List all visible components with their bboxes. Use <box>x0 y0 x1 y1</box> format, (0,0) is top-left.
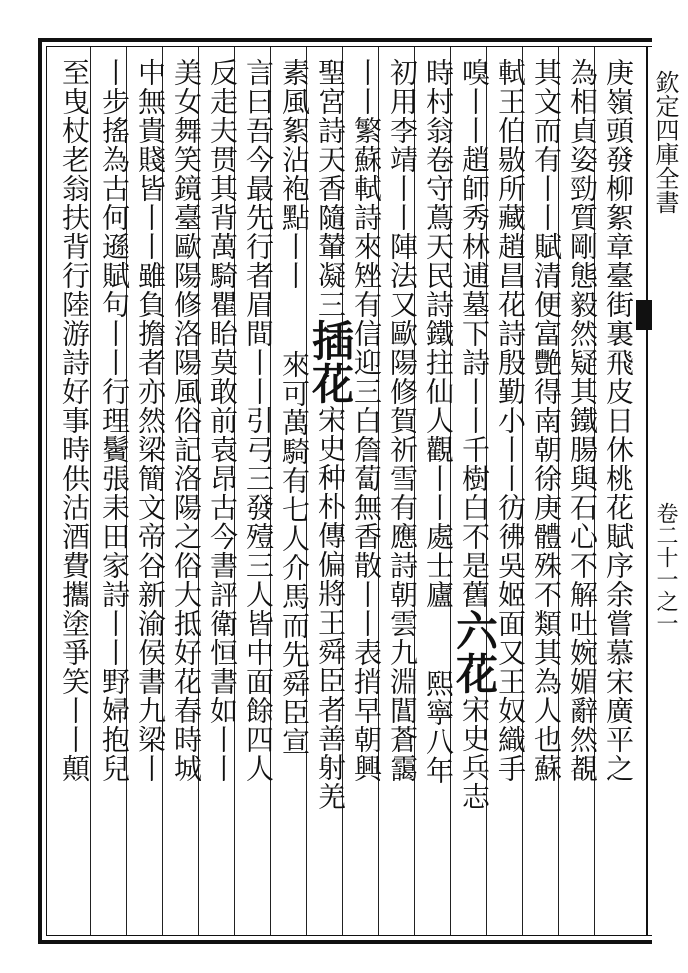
text-column-1: 庚嶺頭發柳絮章臺街裏飛皮日休桃花賦序余嘗慕宋廣平之 <box>602 58 635 783</box>
text-column-11: 言曰吾今最先行者眉間丨丨引弓三發殪三人皆中面餘四人 <box>242 58 275 783</box>
text-column-12: 反走夫贯其背萬騎瞿眙莫敢前袁昂古今書評衛恒書如丨丨 <box>206 58 239 783</box>
text-column-13: 美女舞笑鏡臺歐陽修洛陽風俗記洛陽之俗大抵好花春時城 <box>170 58 203 783</box>
margin-header <box>648 70 682 634</box>
text-column-7: 初用李靖丨丨陣法又歐陽修賀祈雪有應詩朝雲九淵閶蒼靄 <box>386 58 419 783</box>
book-title: 欽定四庫全書 <box>651 70 679 214</box>
text-column-3: 其文而有丨丨賦清便富艷得南朝徐庚體殊不類其為人也蘇 <box>530 58 563 783</box>
entry-heading-liuhua: 六花 <box>450 609 499 695</box>
text-column-4: 軾王伯敭所藏趙昌花詩殷勤小丨丨彷彿吳姬面又王奴織手 <box>494 58 527 783</box>
text-column-10: 素風絮沾袍點丨丨來可萬騎有七人介馬而先舜臣宣 <box>278 58 311 756</box>
text-column-6: 時村翁卷守蔦天民詩鐵拄仙人觀丨丨處士廬熙寧八年 <box>422 58 455 785</box>
text-column-9: 聖宮詩天香隨輦凝三插花宋史种朴傳偏將王舜臣者善射羌 <box>306 58 355 811</box>
text-column-8: 丨丨繁蘇軾詩來矬有信迎三白詹蔔無香散丨丨表捎早朝興 <box>350 58 383 783</box>
text-column-15: 丨步搖為古何遜賦句丨丨行理鬢張耒田家詩丨丨野婦抱兒 <box>98 58 131 783</box>
text-column-2: 為相貞姿勁質剛態毅然疑其鐵腸與石心不解吐婉媚辭然覩 <box>566 58 599 783</box>
text-column-5: 嗅丨丨趙師秀林逋墓下詩丨丨千樹白不是舊六花宋史兵志 <box>450 58 499 811</box>
text-column-14: 中無貴賤皆丨丨雖負擔者亦然梁簡文帝谷新渝侯書九梁丨 <box>134 58 167 783</box>
volume-label: 卷二十一之一 <box>653 502 678 634</box>
entry-heading-chahua: 插花 <box>306 319 355 405</box>
text-column-16: 至曳杖老翁扶背行陸游詩好事時供沽酒費攜塗爭笑丨丨顛 <box>58 58 91 783</box>
